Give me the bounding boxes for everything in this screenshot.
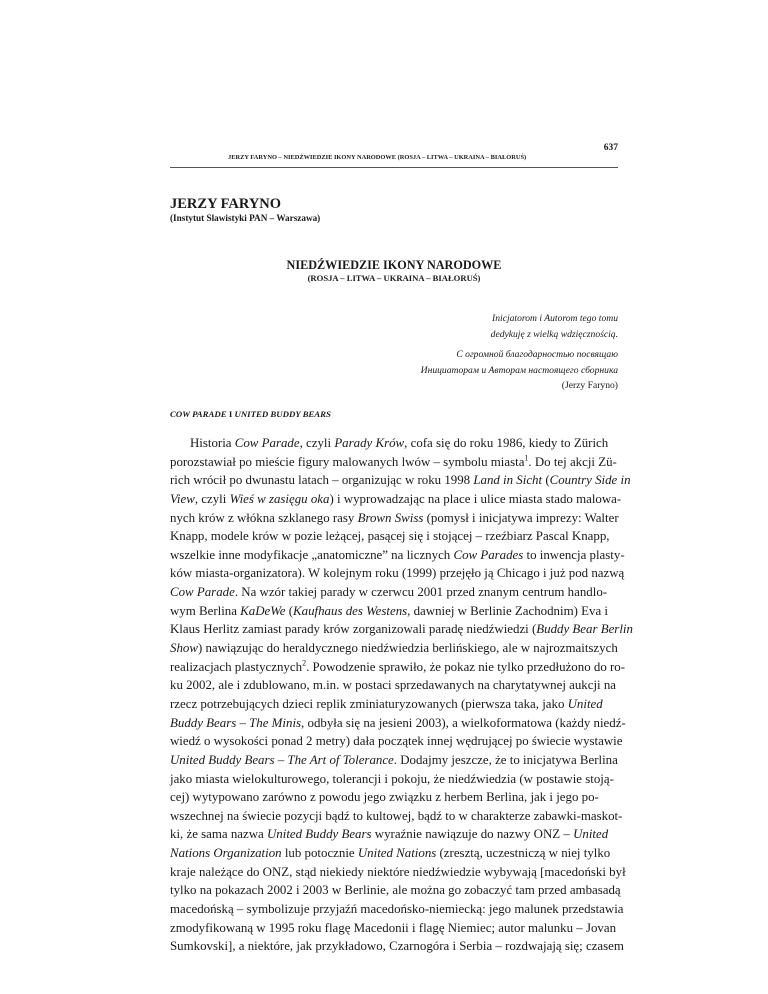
dedication-russian (300, 347, 618, 378)
dedication-signature: (Jerzy Faryno) (561, 380, 618, 391)
body-line: zmodyfikowaną w 1995 roku flagę Macedonii i flagę Niemiec; autor malunku – Jovan (170, 920, 617, 935)
body-line: jako miasta wielokulturowego, tolerancji i pokoju, że niedźwiedzia (w postawie stoją- (170, 771, 614, 786)
body-line: Nations Organization lub potocznie United Nations (zresztą, uczestniczą w niej tylko (170, 846, 611, 861)
body-line: ki, że sama nazwa United Buddy Bears wyraźnie nawiązuje do nazwy ONZ – United (170, 827, 609, 842)
body-line: cej) wytypowano zarówno z powodu jego związku z herbem Berlina, jak i jego po- (170, 790, 599, 805)
article-subtitle: (ROSJA – LITWA – UKRAINA – BIAŁORUŚ) (307, 273, 481, 283)
running-header: JERZY FARYNO – NIEDŹWIEDZIE IKONY NARODOWE (ROSJA – LITWA – UKRAINA – BIAŁORUŚ) (228, 154, 527, 161)
body-line: ków miasta-organizatora). W kolejnym roku (1999) przejęło ją Chicago i już pod nazwą (170, 566, 625, 581)
section-heading-part: UNITED BUDDY BEARS (234, 409, 331, 419)
body-line: Klaus Herlitz zamiast parady krów zorganizowali paradę niedźwiedzi (Buddy Bear Berlin (170, 622, 633, 637)
body-line: macedońską – symbolizuje przyjaźń macedońsko-niemiecką: jego malunek przedstawia (170, 902, 624, 917)
body-line: Cow Parade. Na wzór takiej parady w czerwcu 2001 przed znanym centrum handlo- (170, 585, 608, 600)
page-number: 637 (603, 143, 618, 153)
body-line: wiedź o wysokości ponad 2 metry) dała początek innej wędrującej po świecie wystawie (170, 734, 623, 749)
body-line: wszechnej na świecie pozycji bądź to kultowej, bądź to w charakterze zabawki-maskot- (170, 808, 623, 823)
body-line: Buddy Bears – The Minis, odbyła się na jesieni 2003), a wielkoformatowa (każdy niedź- (170, 715, 626, 730)
author-affiliation: (Instytut Slawistyki PAN – Warszawa) (170, 213, 321, 223)
body-line: wym Berlina KaDeWe (Kaufhaus des Westens, dawniej w Berlinie Zachodnim) Eva i (170, 603, 608, 618)
body-line: ku 2002, ale i zdublowano, m.in. w postaci sprzedawanych na charytatywnej aukcji na (170, 678, 617, 693)
body-line: wszelkie inne modyfikacje „anatomiczne” na licznych Cow Parades to inwencja plasty- (170, 547, 625, 562)
dedication-line: dedykuję z wielką wdzięcznością. (490, 328, 618, 340)
body-line: rich wrócił po dwunastu latach – organizując w roku 1998 Land in Sicht (Country Side in (170, 473, 631, 488)
body-line: tylko na pokazach 2002 i 2003 w Berlinie, ale można go zobaczyć tam przed ambasadą (170, 883, 621, 898)
dedication-line: Инициаторам и Авторам настоящего сборника (420, 364, 618, 376)
header-divider (170, 167, 618, 168)
body-line: rzecz potrzebujących dzieci replik zminiaturyzowanych (pierwsza taka, jako United (170, 696, 603, 711)
body-line: Sumkovski], a niektóre, jak przykładowo, Czarnogóra i Serbia – rozdwajają się; czasem (170, 939, 624, 954)
body-line: Show) nawiązując do heraldycznego niedźwiedzia berlińskiego, ale w najrozmaitszych (170, 641, 618, 656)
body-line: nych krów z włókna szklanego rasy Brown Swiss (pomysł i inicjatywa imprezy: Walter (170, 510, 619, 525)
body-line: porozstawiał po mieście figury malowanych lwów – symbolu miasta$^1$. Do tej akcji Zü- (170, 453, 617, 469)
body-paragraph (170, 434, 633, 956)
body-line: United Buddy Bears – The Art of Tolerance. Dodajmy jeszcze, że to inicjatywa Berlina (170, 752, 618, 767)
body-line: View, czyli Wieś w zasięgu oka) i wyprowadzając na place i ulice miasta stado malowa- (170, 491, 622, 506)
body-line: Historia Cow Parade, czyli Parady Krów, cofa się do roku 1986, kiedy to Zürich (190, 436, 609, 450)
dedication-polish (300, 311, 618, 342)
body-line: kraje należące do ONZ, stąd niekiedy niektóre niedźwiedzie wybywają [macedoński był (170, 864, 626, 879)
body-line: realizacjach plastycznych$^2$. Powodzenie sprawiło, że pokaz nie tylko przedłużono do ro- (170, 658, 626, 674)
section-heading-conjunction: I (226, 409, 235, 419)
section-heading (170, 409, 331, 419)
dedication-line: С огромной благодарностью посвящаю (456, 349, 618, 360)
article-title: NIEDŹWIEDZIE IKONY NARODOWE (286, 258, 502, 272)
author-name: JERZY FARYNO (170, 196, 282, 212)
dedication-line: Inicjatorom i Autorom tego tomu (492, 313, 618, 324)
section-heading-part: COW PARADE (170, 409, 227, 419)
body-line: Knapp, modele krów w pozie leżącej, pasącej się i stojącej – rzeźbiarz Pascal Knapp, (170, 529, 610, 544)
